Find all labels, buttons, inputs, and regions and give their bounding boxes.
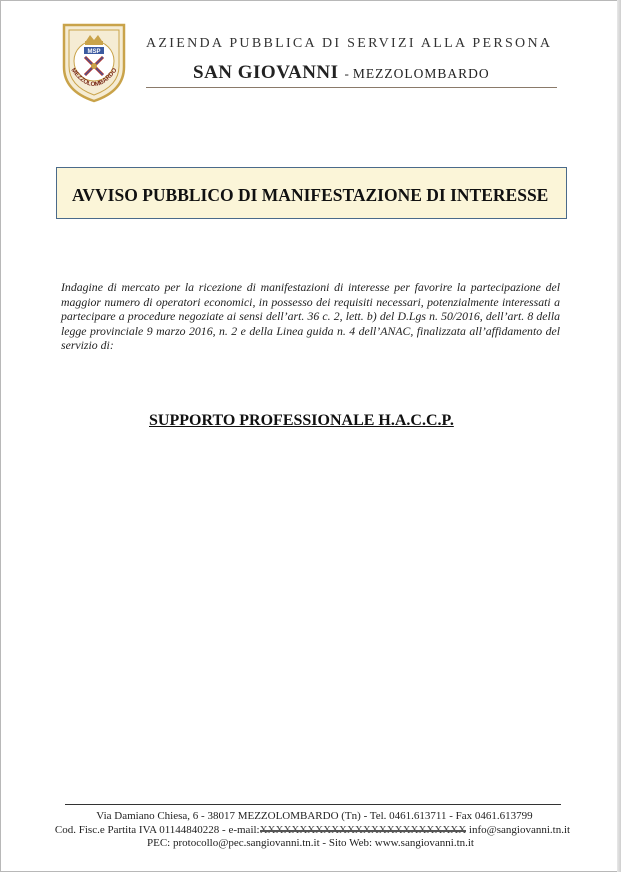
header-rule [146,87,557,88]
page-edge-shadow [617,0,621,872]
organization-name: AZIENDA PUBBLICA DI SERVIZI ALLA PERSONA [146,36,553,51]
logo-ring-text: MEZZOLOMBARDO [69,66,119,89]
notice-title-box [56,167,567,219]
notice-title: AVVISO PUBBLICO DI MANIFESTAZIONE DI INTERESSE [72,185,549,205]
footer-tax-prefix: Cod. Fisc.e Partita IVA 01144840228 - e-mail: [54,824,260,836]
institution-name: SAN GIOVANNI [193,62,339,83]
notice-intro-paragraph: Indagine di mercato per la ricezione di manifestazioni di interesse per favorire la partecipazione del maggior numero di operatori economici, in possesso dei requisiti necessari, potenzialmente interessati a partecipare a procedure negoziate ai sensi dell’art. 36 c. 2, lett. b) del D.Lgs n. 50/2016, dell’art. 8 della legge provinciale 9 marzo 2016, n. 2 e della Linea guida n. 4 dell’ANAC, finalizzata all’affidamento del servizio di: [61,280,560,353]
footer-address: Via Damiano Chiesa, 6 - 38017 MEZZOLOMBARDO (Tn) - Tel. 0461.613711 - Fax 0461.613799 [96,810,533,822]
institution-place: MEZZOLOMBARDO [352,66,490,81]
institution-line [193,62,490,84]
name-separator: - [344,66,349,81]
crest-shield-icon [60,19,128,103]
service-title: SUPPORTO PROFESSIONALE H.A.C.C.P. [149,412,454,429]
footer-email: info@sangiovanni.tn.it [466,824,571,836]
footer-rule [65,804,561,805]
footer-struck-email: XXXXXXXXXXXXXXXXXXXXXXXXXX [259,824,467,836]
svg-text:MSP: MSP [87,49,101,55]
footer-contacts [2,824,621,836]
footer-pec-web: PEC: protocollo@pec.sangiovanni.tn.it - Sito Web: www.sangiovanni.tn.it [147,837,474,849]
